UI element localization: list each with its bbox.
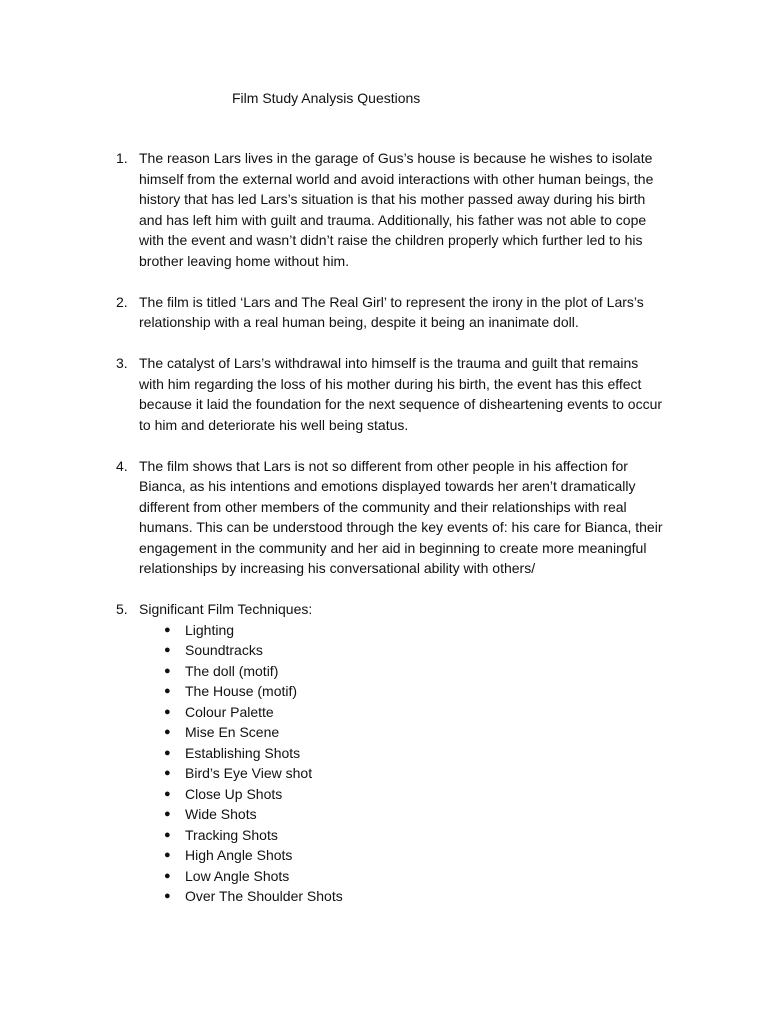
technique-label: Colour Palette	[185, 703, 274, 720]
question-answer-text: The film is titled ‘Lars and The Real Girl’ to represent the irony in the plot of Lars’s relationship with a real human being, despite it being an inanimate doll.	[139, 293, 644, 330]
bullet-icon: ●	[164, 767, 171, 779]
technique-list-item	[164, 640, 768, 661]
bullet-icon: ●	[164, 726, 171, 738]
question-item	[0, 599, 768, 907]
technique-list-item	[164, 620, 768, 641]
question-answer-text: The catalyst of Lars’s withdrawal into himself is the trauma and guilt that remains with him regarding the loss of his mother during his birth, the event has this effect because it laid the foundation for the next sequence of disheartening events to occur to him and deteriorate his well being status.	[139, 355, 663, 433]
technique-list-item	[164, 681, 768, 702]
question-answer-text: The reason Lars lives in the garage of Gus’s house is because he wishes to isolate himself from the external world and avoid interactions with other human beings, the history that has led Lars’s situation is that his mother passed away during his birth and has left him with guilt and trauma. Additionally, his father was not able to cope with the event and wasn’t didn’t raise the children properly which further led to his brother leaving home without him.	[139, 150, 654, 269]
techniques-list	[0, 620, 768, 907]
technique-label: Over The Shoulder Shots	[185, 888, 343, 904]
question-item	[0, 456, 768, 579]
technique-label: The House (motif)	[185, 683, 298, 699]
bullet-icon: ●	[164, 685, 171, 697]
technique-label: Low Angle Shots	[185, 867, 290, 884]
bullet-icon: ●	[164, 890, 171, 902]
bullet-icon: ●	[164, 808, 171, 820]
question-number: 2.	[116, 293, 128, 310]
technique-label: The doll (motif)	[185, 662, 279, 679]
bullet-icon: ●	[164, 664, 171, 677]
technique-list-item	[164, 804, 768, 825]
bullet-icon: ●	[164, 787, 171, 800]
question-heading-text: Significant Film Techniques:	[139, 601, 313, 617]
bullet-icon: ●	[164, 623, 171, 636]
technique-label: Tracking Shots	[185, 826, 278, 843]
question-number: 1.	[116, 150, 128, 166]
technique-label: Bird’s Eye View shot	[185, 765, 313, 781]
technique-list-item	[164, 886, 768, 907]
question-number: 3.	[116, 355, 128, 371]
technique-label: Wide Shots	[185, 806, 257, 822]
technique-list-item	[164, 784, 768, 805]
question-number: 4.	[116, 457, 128, 474]
bullet-icon: ●	[164, 746, 171, 759]
question-item	[0, 148, 768, 271]
technique-list-item	[164, 743, 768, 764]
document-title: Film Study Analysis Questions	[232, 90, 421, 106]
bullet-icon: ●	[164, 705, 171, 718]
bullet-icon: ●	[164, 849, 171, 861]
technique-list-item	[164, 825, 768, 846]
technique-label: Close Up Shots	[185, 785, 283, 802]
question-list	[0, 148, 768, 927]
question-item	[0, 353, 768, 435]
technique-list-item	[164, 763, 768, 784]
question-number: 5.	[116, 601, 128, 617]
bullet-icon: ●	[164, 869, 171, 882]
technique-label: Lighting	[185, 621, 235, 638]
technique-list-item	[164, 702, 768, 723]
technique-label: Mise En Scene	[185, 724, 280, 740]
question-answer-text: The film shows that Lars is not so different from other people in his affection for Bianca, as his intentions and emotions displayed towards her aren’t dramatically different from other members of the community and their relationships with real humans. This can be understood through the key events of: his care for Bianca, their engagement in the community and her aid in beginning to create more meaningful relationships by increasing his conversational ability with others/	[139, 457, 663, 576]
technique-list-item	[164, 866, 768, 887]
bullet-icon: ●	[164, 644, 171, 656]
technique-label: Soundtracks	[185, 642, 263, 658]
bullet-icon: ●	[164, 828, 171, 841]
technique-list-item	[164, 722, 768, 743]
technique-label: High Angle Shots	[185, 847, 293, 863]
technique-list-item	[164, 661, 768, 682]
question-item	[0, 292, 768, 333]
technique-label: Establishing Shots	[185, 744, 301, 761]
technique-list-item	[164, 845, 768, 866]
